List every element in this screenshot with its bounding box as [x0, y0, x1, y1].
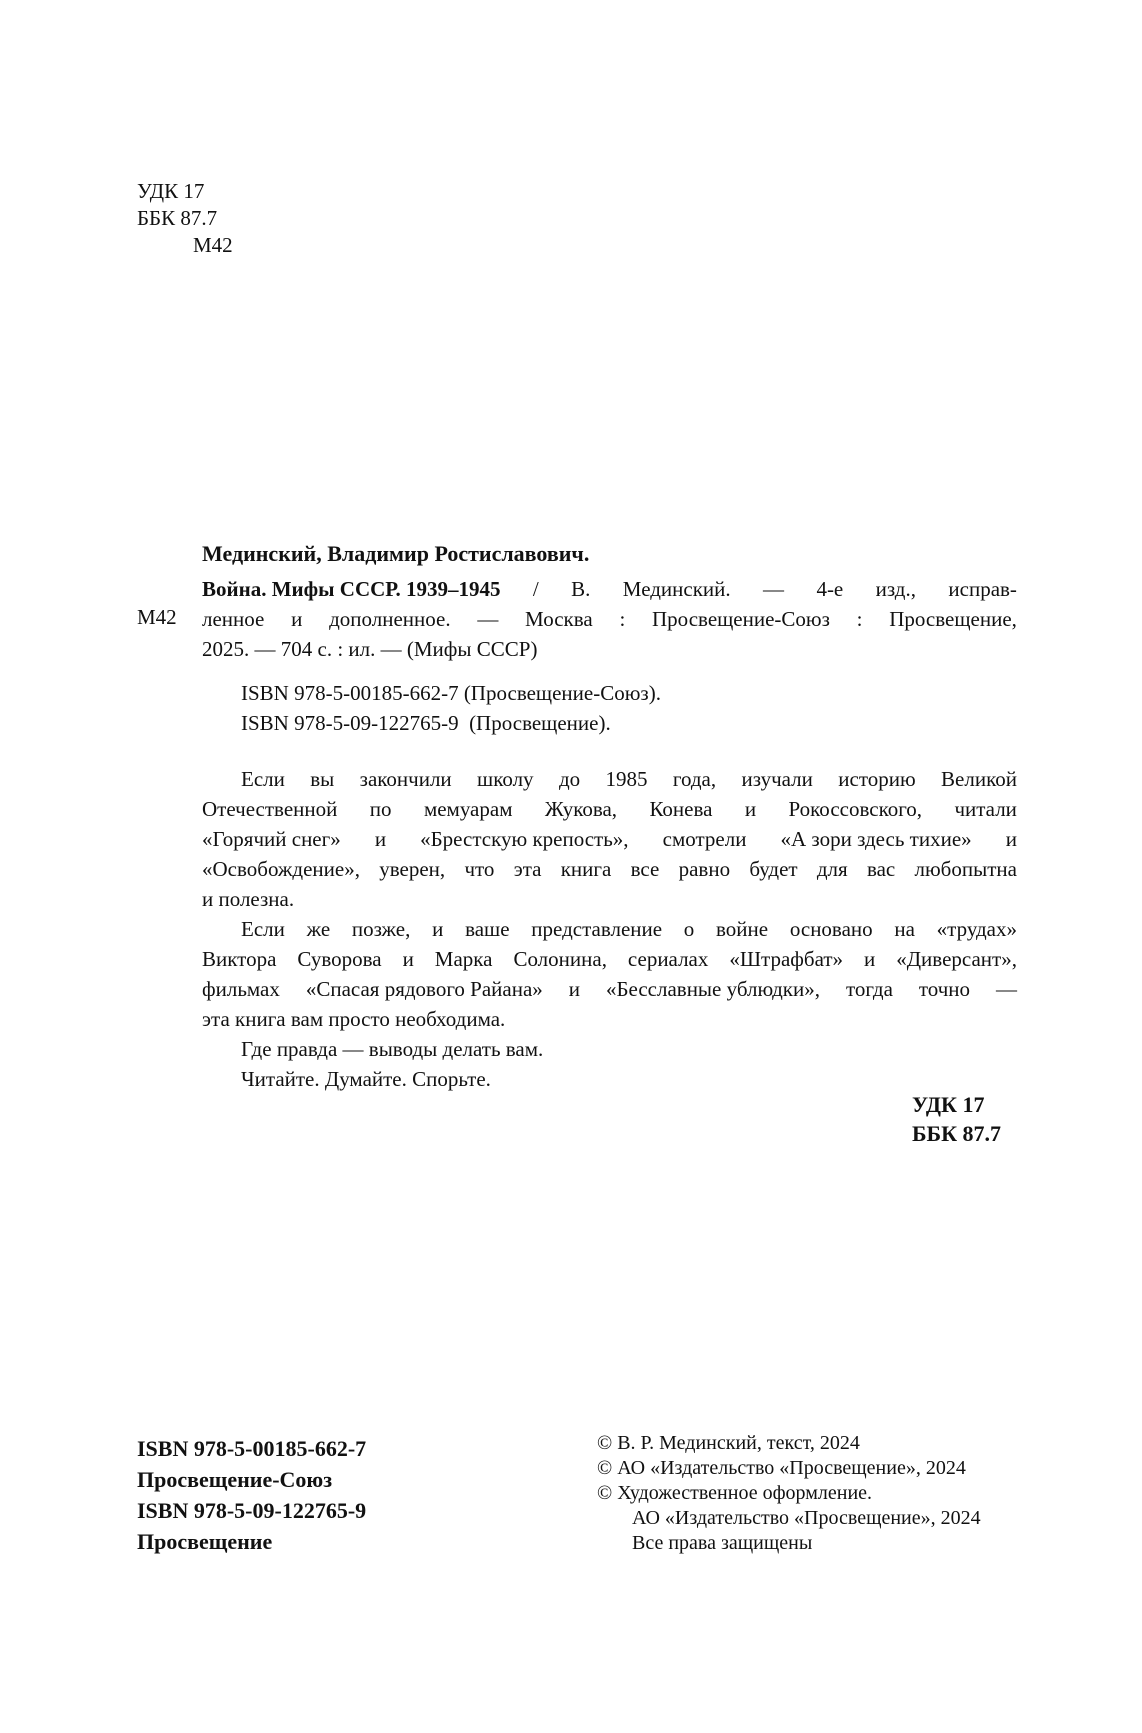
word: и [374, 827, 387, 851]
word: равно [678, 857, 731, 881]
word: на [894, 917, 915, 941]
word: Просвещение-Союз [652, 607, 830, 631]
word: любопытна [914, 857, 1017, 881]
word: же [306, 917, 331, 941]
word: вас [866, 857, 896, 881]
word: Марка [434, 947, 493, 971]
word: Рокоссовского, [788, 797, 923, 821]
word: Конева [649, 797, 713, 821]
isbn-number: ISBN 978-5-00185-662-7 [137, 1436, 367, 1461]
word: и [864, 947, 876, 971]
word: вы [310, 767, 335, 791]
publisher-name: Просвещение-Союз [137, 1467, 333, 1492]
word: Жукова, [544, 797, 618, 821]
word: мемуарам [423, 797, 513, 821]
word: Мединский. [622, 577, 731, 601]
word: : [856, 607, 863, 631]
copyright-block [597, 1431, 981, 1556]
bib-line-2 [202, 604, 1017, 634]
word: точно [918, 977, 971, 1001]
annotation-line [202, 944, 1017, 974]
word: и [432, 917, 444, 941]
word: дополненное. [329, 607, 451, 631]
annotation-line [202, 824, 1017, 854]
word: основано [789, 917, 873, 941]
book-title: Война. Мифы СССР. 1939–1945 [202, 577, 501, 601]
word: и [291, 607, 303, 631]
word: школу [477, 767, 534, 791]
bbk-code-top: ББК 87.7 [137, 206, 218, 230]
copyright-line: АО «Издательство «Просвещение», 2024 [632, 1507, 981, 1529]
word: сериалах [627, 947, 709, 971]
word: Если [241, 767, 285, 791]
classification-bottom [912, 1090, 1001, 1148]
word: ленное [202, 607, 265, 631]
word: Солонина, [513, 947, 607, 971]
word: изучали [741, 767, 813, 791]
annotation-line: эта книга вам просто необходима. [202, 1007, 506, 1031]
bibliographic-description [202, 574, 1017, 664]
word: что [464, 857, 495, 881]
word: будет [749, 857, 798, 881]
word: до [558, 767, 581, 791]
word: года, [672, 767, 717, 791]
word: для [816, 857, 848, 881]
word: и [744, 797, 757, 821]
word: : [619, 607, 626, 631]
word: «Штрафбат» [729, 947, 844, 971]
word: 1985 [605, 767, 648, 791]
word: «Спасая рядового Райана» [305, 977, 543, 1001]
word: / [532, 577, 539, 601]
annotation-paragraph-2 [202, 914, 1017, 1004]
word: и [402, 947, 414, 971]
isbn-list [241, 678, 661, 738]
word: — [763, 577, 785, 601]
annotation-paragraph-4: Читайте. Думайте. Спорьте. [241, 1067, 491, 1091]
word: представление [531, 917, 663, 941]
author-mark-top: М42 [193, 233, 233, 257]
word: фильмах [202, 977, 280, 1001]
word: и [1005, 827, 1017, 851]
udk-code-bottom: УДК 17 [912, 1092, 985, 1117]
word: по [369, 797, 392, 821]
copyright-line: © АО «Издательство «Просвещение», 2024 [597, 1457, 966, 1479]
author-name: Мединский, Владимир Ростиславович. [202, 541, 590, 566]
word: «трудах» [936, 917, 1017, 941]
publisher-name: Просвещение [137, 1529, 273, 1554]
word: Если [241, 917, 285, 941]
annotation-paragraph-3: Где правда — выводы делать вам. [241, 1037, 544, 1061]
word: ваше [465, 917, 510, 941]
word: Москва [525, 607, 593, 631]
word: Виктора [202, 947, 277, 971]
isbn-entry: ISBN 978-5-09-122765-9 (Просвещение). [241, 711, 611, 735]
isbn-entry: ISBN 978-5-00185-662-7 (Просвещение-Союз). [241, 681, 661, 705]
word: и [568, 977, 580, 1001]
word: эта [513, 857, 542, 881]
annotation-line [202, 974, 1017, 1004]
word: Отечественной [202, 797, 338, 821]
word: книга [560, 857, 612, 881]
annotation-line [202, 764, 1017, 794]
word: Суворова [297, 947, 382, 971]
udk-code-top: УДК 17 [137, 179, 205, 203]
annotation-line [202, 914, 1017, 944]
word: о [683, 917, 695, 941]
word: закончили [359, 767, 452, 791]
word: все [630, 857, 660, 881]
annotation-line [202, 794, 1017, 824]
word: В. [571, 577, 591, 601]
word: «Освобождение», [202, 857, 360, 881]
word: тогда [845, 977, 893, 1001]
author-mark-side: М42 [137, 605, 177, 629]
annotation-line: и полезна. [202, 887, 295, 911]
word: войне [716, 917, 769, 941]
word: изд., [875, 577, 916, 601]
word: смотрели [662, 827, 747, 851]
word: читали [954, 797, 1017, 821]
word: «Брестскую крепость», [420, 827, 629, 851]
isbn-block-bottom [137, 1433, 366, 1557]
word: «Диверсант», [896, 947, 1017, 971]
word: «Бесславные ублюдки», [605, 977, 820, 1001]
word: позже, [351, 917, 411, 941]
annotation-line [202, 854, 1017, 884]
annotation-paragraph-1 [202, 764, 1017, 884]
bib-line-1 [202, 574, 1017, 604]
word: — [996, 977, 1017, 1001]
word: — [477, 607, 499, 631]
word: 4-е [816, 577, 844, 601]
copyright-line: © В. Р. Мединский, текст, 2024 [597, 1432, 860, 1454]
isbn-number: ISBN 978-5-09-122765-9 [137, 1498, 367, 1523]
word: историю [838, 767, 916, 791]
word: исправ- [948, 577, 1017, 601]
rights-reserved: Все права защищены [632, 1532, 813, 1554]
word: «Горячий снег» [202, 827, 341, 851]
word: Просвещение, [889, 607, 1017, 631]
word: уверен, [379, 857, 446, 881]
word: Великой [941, 767, 1017, 791]
word: «А зори здесь тихие» [780, 827, 972, 851]
bbk-code-bottom: ББК 87.7 [912, 1121, 1002, 1146]
annotation [202, 764, 1017, 1094]
bib-line-3: 2025. — 704 с. : ил. — (Мифы СССР) [202, 637, 538, 661]
copyright-line: © Художественное оформление. [597, 1482, 873, 1504]
